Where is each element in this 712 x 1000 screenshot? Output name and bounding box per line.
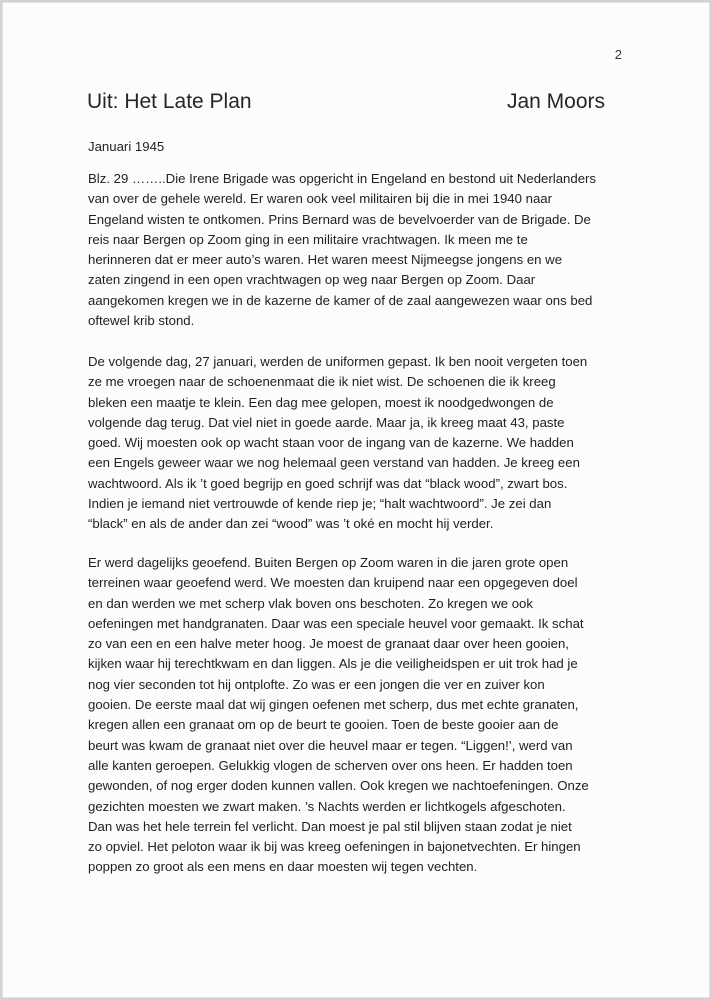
text-line: aangekomen kregen we in de kazerne de kamer of de zaal aangewezen waar ons bed xyxy=(88,292,593,308)
text-line: oefeningen met handgranaten. Daar was een speciale heuvel voor gemaakt. Ik schat xyxy=(88,615,584,631)
document-page xyxy=(2,2,710,998)
date-heading: Januari 1945 xyxy=(88,139,165,154)
text-line: wachtwoord. Als ik ’t goed begrijp en goed schrijf was dat “black wood”, zwart bos. xyxy=(88,475,568,491)
paragraph-2 xyxy=(88,352,634,535)
text-line: zo van een en een halve meter hoog. Je moest de granaat daar over heen gooien, xyxy=(88,636,569,652)
text-line: ze me vroegen naar de schoenenmaat die ik niet wist. De schoenen die ik kreeg xyxy=(88,374,556,390)
text-line: kijken waar hij terechtkwam en dan liggen. Als je die veiligheidspen er uit trok had je xyxy=(88,656,578,672)
page-number: 2 xyxy=(614,47,622,62)
text-line: Engeland wisten te ontkomen. Prins Bernard was de bevelvoerder van de Brigade. De xyxy=(88,211,591,227)
header xyxy=(87,90,605,114)
text-line: en dan werden we met scherp vlak boven ons beschoten. Zo kregen we ook xyxy=(88,595,533,611)
text-line: De volgende dag, 27 januari, werden de uniformen gepast. Ik ben nooit vergeten toen xyxy=(88,354,588,369)
text-line: poppen zo groot als een mens en daar moesten wij tegen vechten. xyxy=(88,859,478,875)
text-line: Dan was het hele terrein fel verlicht. Dan moest je pal stil blijven staan zodat je niet xyxy=(88,818,572,834)
text-line: gezichten moesten we zwart maken. ’s Nachts werden er lichtkogels afgeschoten. xyxy=(88,798,566,814)
document-title: Uit: Het Late Plan xyxy=(87,90,252,113)
text-line: gewonden, of nog erger doden kunnen vallen. Ook kregen we nachtoefeningen. Onze xyxy=(88,778,589,794)
text-line: alle kanten geroepen. Gelukkig vlogen de scherven over ons heen. Er hadden toen xyxy=(88,757,573,773)
text-line: goed. Wij moesten ook op wacht staan voor de ingang van de kazerne. We hadden xyxy=(88,435,574,451)
text-line: “black” en als de ander dan zei “wood” was ’t oké en mocht hij verder. xyxy=(88,516,494,532)
text-line: terreinen waar geoefend werd. We moesten dan kruipend naar een opgegeven doel xyxy=(88,575,578,591)
text-line: herinneren dat er meer auto’s waren. Het waren meest Nijmeegse jongens en we xyxy=(88,252,563,268)
text-line: zo opviel. Het peloton waar ik bij was kreeg oefeningen in bajonetvechten. Er hingen xyxy=(88,839,581,855)
text-line: een Engels geweer waar we nog helemaal geen verstand van hadden. Je kreeg een xyxy=(88,455,580,471)
text-line: nog vier seconden tot hij ontplofte. Zo was er een jongen die ver en zuiver kon xyxy=(88,676,545,692)
text-line: oftewel krib stond. xyxy=(88,313,195,329)
text-line: zaten zingend in een open vrachtwagen op weg naar Bergen op Zoom. Daar xyxy=(88,272,536,288)
paragraph-1 xyxy=(88,169,634,331)
text-line: reis naar Bergen op Zoom ging in een militaire vrachtwagen. Ik meen me te xyxy=(88,231,528,247)
text-line: Er werd dagelijks geoefend. Buiten Bergen op Zoom waren in die jaren grote open xyxy=(88,555,569,570)
author-name: Jan Moors xyxy=(506,90,605,113)
text-line: beurt was kwam de granaat niet over die heuvel maar er tegen. “Liggen!’, werd van xyxy=(88,737,573,753)
text-line: Indien je iemand niet vertrouwde of kende riep je; “halt wachtwoord”. Je zei dan xyxy=(88,496,552,512)
text-line: bleken een maatje te klein. Een dag mee gelopen, moest ik noodgedwongen de xyxy=(88,394,554,410)
text-line: volgende dag terug. Dat viel niet in goede aarde. Maar ja, ik kreeg maat 43, paste xyxy=(88,414,565,430)
paragraph-3 xyxy=(88,553,634,878)
text-line: Blz. 29 ……..Die Irene Brigade was opgericht in Engeland en bestond uit Nederlanders xyxy=(88,171,597,186)
text-line: kregen allen een granaat om op de beurt te gooien. Toen de beste gooier aan de xyxy=(88,717,559,733)
text-line: gooien. De eerste maal dat wij gingen oefenen met scherp, dus met echte granaten, xyxy=(88,697,579,713)
text-line: van over de gehele wereld. Er waren ook veel militairen bij die in mei 1940 naar xyxy=(88,191,553,207)
